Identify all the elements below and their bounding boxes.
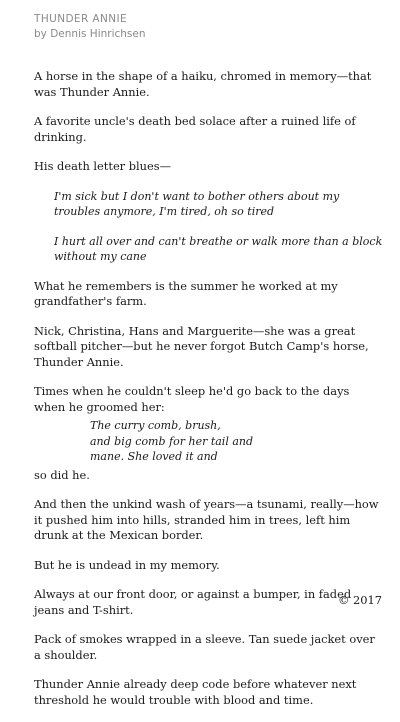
indented-stanza xyxy=(90,418,384,465)
stanza-8: And then the unkind wash of years—a tsunami, really—how it pushed him into hills, stranded him in trees, left him drunk at the Mexican border. xyxy=(34,497,379,542)
stanza-9: But he is undead in my memory. xyxy=(34,557,220,572)
stanza-11: Pack of smokes wrapped in a sleeve. Tan suede jacket over a shoulder. xyxy=(34,632,375,662)
indent-line: The curry comb, brush, xyxy=(90,419,221,432)
copyright-notice: © 2017 xyxy=(338,593,382,607)
stanza-12: Thunder Annie already deep code before whatever next threshold he would trouble with blood and time. xyxy=(34,677,357,707)
quote-1: I'm sick but I don't want to bother others about my troubles anymore, I'm tired, oh so tired xyxy=(54,189,340,218)
stanza-2: A favorite uncle's death bed solace after a ruined life of drinking. xyxy=(34,114,356,144)
stanza-5: Nick, Christina, Hans and Marguerite—she was a great softball pitcher—but he never forgot Butch Camp's horse, Thunder Annie. xyxy=(34,323,369,369)
indent-line: and big comb for her tail and xyxy=(90,434,254,448)
indent-line: mane. She loved it and xyxy=(90,450,218,463)
stanza-6: Times when he couldn't sleep he'd go back to the days when he groomed her: xyxy=(34,384,350,414)
poem-title: THUNDER ANNIE xyxy=(34,13,128,25)
stanza-1: A horse in the shape of a haiku, chromed in memory—that was Thunder Annie. xyxy=(34,69,372,99)
poem-header xyxy=(34,12,146,41)
stanza-3: His death letter blues— xyxy=(34,159,171,173)
poem-body xyxy=(34,69,384,722)
stanza-7: so did he. xyxy=(34,467,90,482)
stanza-4: What he remembers is the summer he worked at my grandfather's farm. xyxy=(34,278,338,308)
poem-byline: by Dennis Hinrichsen xyxy=(34,28,146,40)
stanza-10: Always at our front door, or against a bumper, in faded jeans and T-shirt. xyxy=(34,587,352,617)
quote-2: I hurt all over and can't breathe or walk more than a block without my cane xyxy=(54,234,383,263)
